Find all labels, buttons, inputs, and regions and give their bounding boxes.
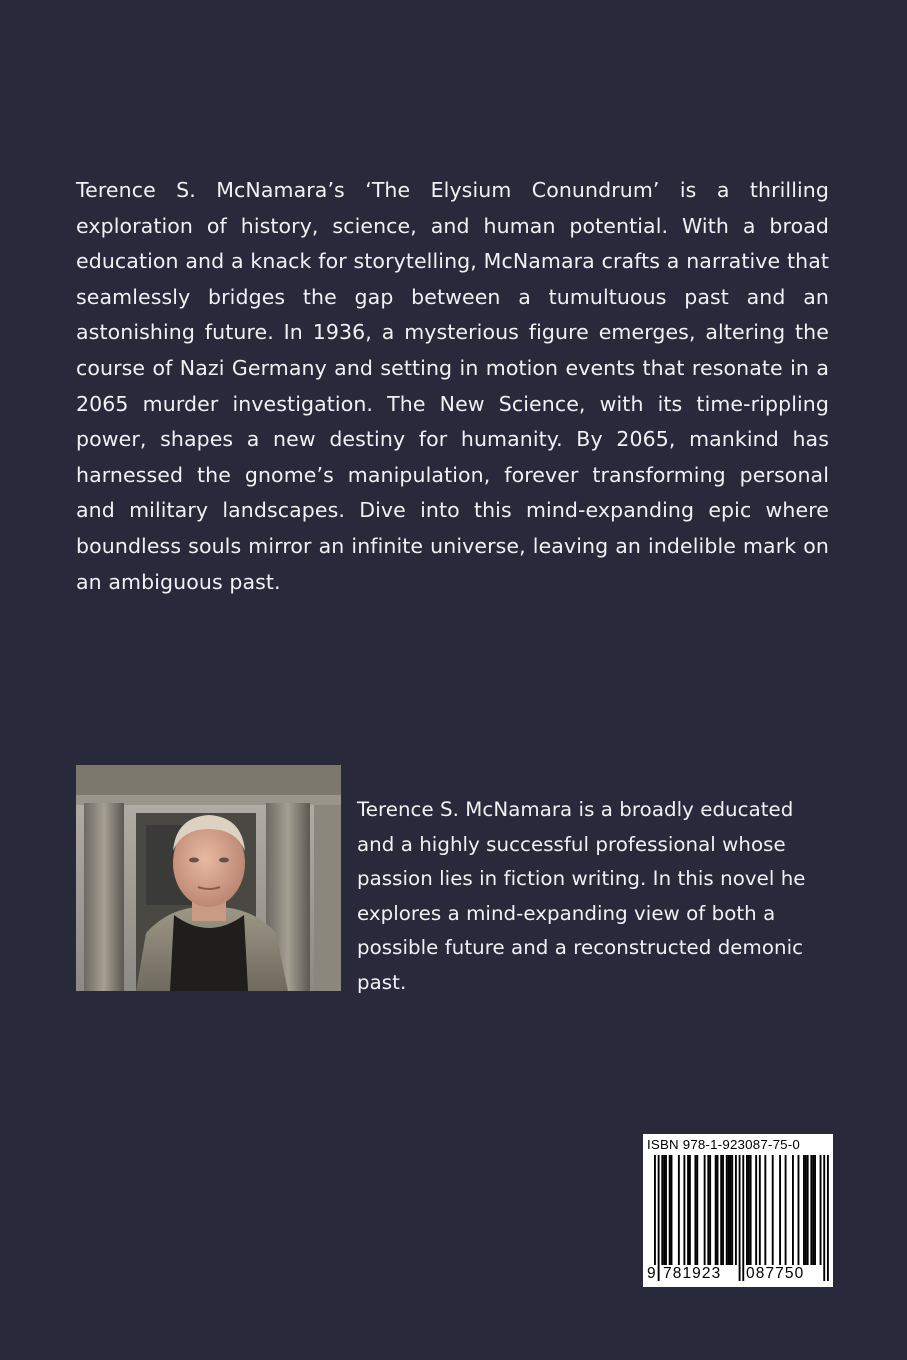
barcode-bar: [709, 1155, 711, 1265]
barcode-bar: [772, 1155, 774, 1265]
barcode-bar: [717, 1155, 719, 1265]
barcode-bar: [689, 1155, 691, 1265]
barcode-bar: [661, 1155, 663, 1265]
barcode-right-digits: 087750: [746, 1265, 805, 1282]
barcode-bar: [728, 1155, 730, 1265]
barcode-bar: [810, 1155, 812, 1265]
barcode-bar: [746, 1155, 748, 1265]
barcode-bar: [807, 1155, 809, 1265]
barcode-lead-digit: 9: [647, 1265, 656, 1282]
barcode-bar: [827, 1155, 829, 1281]
barcode-bar: [814, 1155, 816, 1265]
isbn-barcode: [643, 1134, 833, 1287]
barcode-bar: [683, 1155, 685, 1265]
barcode-bar: [759, 1155, 761, 1265]
barcode-bar: [805, 1155, 807, 1265]
author-portrait-image: [76, 765, 341, 991]
barcode-bar: [707, 1155, 709, 1265]
barcode-left-digits: 781923: [663, 1265, 722, 1282]
barcode-bar: [694, 1155, 696, 1265]
barcode-bar: [731, 1155, 733, 1265]
barcode-bar: [823, 1155, 825, 1281]
barcode-bar: [715, 1155, 717, 1265]
barcode-bar: [720, 1155, 722, 1265]
barcode-bar: [663, 1155, 665, 1265]
barcode-bar: [792, 1155, 794, 1265]
barcode-bar: [785, 1155, 787, 1265]
barcode-bar: [726, 1155, 728, 1265]
barcode-bar: [658, 1155, 660, 1281]
barcode-bar: [803, 1155, 805, 1265]
book-blurb: Terence S. McNamara’s ‘The Elysium Conundrum’ is a thrilling exploration of history, science, and human potential. With a broad education and a knack for storytelling, McNamara crafts a narrative that seamlessly bridges the gap between a tumultuous past and an astonishing future. In 1936, a mysterious figure emerges, altering the course of Nazi Germany and setting in motion events that resonate in a 2065 murder investigation. The New Science, with its time-rippling power, shapes a new destiny for humanity. By 2065, mankind has harnessed the gnome’s manipulation, forever transforming personal and military landscapes. Dive into this mind-expanding epic where boundless souls mirror an infinite universe, leaving an indelible mark on an ambiguous past.: [76, 178, 829, 594]
barcode-bar: [748, 1155, 750, 1265]
author-photo: [76, 765, 341, 991]
barcode-bar: [729, 1155, 731, 1265]
barcode-bar: [665, 1155, 667, 1265]
barcode-bar: [798, 1155, 800, 1265]
barcode-bar: [654, 1155, 656, 1281]
barcode-bar: [735, 1155, 737, 1265]
barcode-bar: [669, 1155, 671, 1265]
barcode-bar: [687, 1155, 689, 1265]
barcode-bar: [671, 1155, 673, 1265]
barcode-bar: [722, 1155, 724, 1265]
barcode-bar: [820, 1155, 822, 1265]
barcode-bar: [678, 1155, 680, 1265]
barcode-bar: [696, 1155, 698, 1265]
barcode-bar: [764, 1155, 766, 1265]
author-bio: Terence S. McNamara is a broadly educated and a highly successful professional whose passion lies in fiction writing. In this novel he explores a mind-expanding view of both a possible future and a reconstructed demonic past.: [357, 798, 806, 994]
barcode-bar: [742, 1155, 744, 1281]
isbn-label: ISBN 978-1-923087-75-0: [647, 1137, 800, 1152]
barcode-bar: [750, 1155, 752, 1265]
barcode-bar: [739, 1155, 741, 1281]
barcode-bar: [779, 1155, 781, 1265]
barcode-bar: [755, 1155, 757, 1265]
barcode-bar: [704, 1155, 706, 1265]
barcode-bar: [812, 1155, 814, 1265]
